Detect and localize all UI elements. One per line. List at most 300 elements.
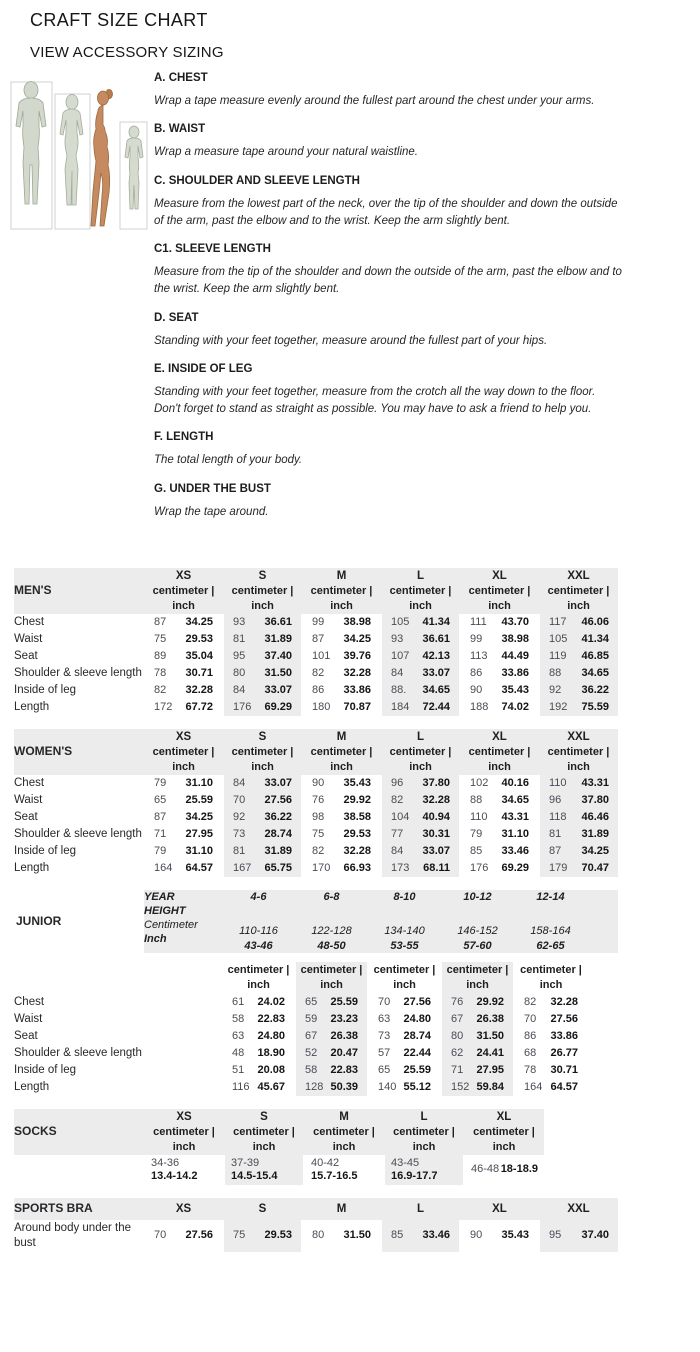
size-value-cell <box>302 775 381 792</box>
size-value-cell <box>144 826 223 843</box>
cm-value: 96 <box>549 793 562 806</box>
cm-value: 84 <box>391 666 404 679</box>
cm-value: 88. <box>391 683 407 696</box>
measurement-heading: C1. SLEEVE LENGTH <box>154 243 271 255</box>
size-value-cell <box>514 1045 587 1062</box>
cm-value: 62 <box>451 1046 464 1059</box>
size-label: XS <box>175 730 192 743</box>
height-inch-range: 62-65 <box>536 939 565 952</box>
measurement-description: Wrap a tape measure evenly around the fullest part around the chest under your arms. <box>154 95 595 107</box>
inch-value: 44.49 <box>501 649 529 662</box>
inch-value: 24.41 <box>476 1046 504 1059</box>
inch-value: 64.57 <box>550 1080 578 1093</box>
cm-value: 80 <box>312 1229 325 1242</box>
size-value-cell <box>295 1079 368 1096</box>
inch-value: 13.4-14.2 <box>151 1169 198 1182</box>
inch-value: 31.50 <box>343 1229 371 1242</box>
inch-value: 27.95 <box>185 827 213 840</box>
age-range: 6-8 <box>323 890 340 903</box>
cm-value: 67 <box>451 1012 464 1025</box>
cm-value: 79 <box>154 844 167 857</box>
unit-label: centimeter | <box>547 584 610 597</box>
cm-value: 67 <box>305 1029 318 1042</box>
inch-value: 33.86 <box>343 683 371 696</box>
inch-value: 33.07 <box>422 666 450 679</box>
row-label: Inside of leg <box>14 682 144 699</box>
cm-value: 57 <box>378 1046 391 1059</box>
unit-label: centimeter | <box>373 963 436 976</box>
size-value-cell <box>223 648 302 665</box>
table-title: SOCKS <box>14 1109 144 1155</box>
unit-header-cell <box>295 962 368 994</box>
cm-value: 90 <box>470 1229 483 1242</box>
height-inch-range: 57-60 <box>463 939 492 952</box>
size-value-cell <box>295 1011 368 1028</box>
cm-value: 63 <box>232 1029 245 1042</box>
size-value-cell <box>222 994 295 1011</box>
cm-value: 99 <box>470 632 483 645</box>
unit-label: centimeter | <box>233 1125 295 1138</box>
inch-value: 34.65 <box>581 666 609 679</box>
size-column-header <box>539 1198 618 1220</box>
cm-value: 85 <box>470 844 483 857</box>
size-value-cell <box>295 1028 368 1045</box>
cm-value: 75 <box>154 632 167 645</box>
cm-value: 80 <box>233 666 246 679</box>
inch-value: 30.71 <box>550 1063 578 1076</box>
inch-value: 37.40 <box>264 649 292 662</box>
size-value-cell <box>514 1011 587 1028</box>
cm-value: 61 <box>232 995 245 1008</box>
junior-size-table <box>14 962 587 1096</box>
measurement-section <box>154 72 622 110</box>
inch-value: 70.47 <box>581 861 609 874</box>
row-label: Waist <box>14 1011 222 1028</box>
size-column-header <box>144 1198 223 1220</box>
inch-value: 43.31 <box>581 776 609 789</box>
junior-age-column <box>514 890 587 953</box>
size-value-cell <box>539 648 618 665</box>
cm-value: 88 <box>470 793 483 806</box>
inch-value: 30.31 <box>422 827 450 840</box>
junior-header-row <box>14 890 587 953</box>
cm-value: 87 <box>154 810 167 823</box>
inch-value: 74.02 <box>501 700 529 713</box>
socks-table-header <box>14 1109 544 1155</box>
size-value-cell <box>381 631 460 648</box>
size-value-cell <box>368 1011 441 1028</box>
cm-value: 105 <box>391 615 410 628</box>
inch-value: 31.50 <box>264 666 292 679</box>
measurement-definitions <box>154 72 622 534</box>
size-label: M <box>336 569 347 582</box>
size-value-cell <box>223 843 302 860</box>
cm-value: 89 <box>154 649 167 662</box>
inch-value: 34.25 <box>343 632 371 645</box>
size-value-cell <box>460 682 539 699</box>
cm-value: 176 <box>233 700 252 713</box>
inch-value: 37.80 <box>422 776 450 789</box>
row-label: Length <box>14 1079 222 1096</box>
inch-value: 75.59 <box>581 700 609 713</box>
unit-label: centimeter | <box>313 1125 375 1138</box>
table-title: WOMEN'S <box>14 729 144 775</box>
inch-value: 34.25 <box>185 810 213 823</box>
size-value-cell <box>539 665 618 682</box>
size-value-cell <box>222 1011 295 1028</box>
unit-label: centimeter | <box>310 745 373 758</box>
inch-value: 35.43 <box>343 776 371 789</box>
inch-value: 32.28 <box>550 995 578 1008</box>
table-row <box>14 614 618 631</box>
cm-value: 117 <box>549 615 567 628</box>
measurement-heading: D. SEAT <box>154 311 199 324</box>
size-value-cell <box>381 1220 460 1252</box>
size-value-cell <box>302 843 381 860</box>
size-value-cell <box>460 809 539 826</box>
size-label: S <box>260 1110 268 1123</box>
size-value-cell <box>223 860 302 877</box>
unit-label: inch <box>172 1140 196 1153</box>
cm-value: 98 <box>312 810 325 823</box>
cm-value: 110 <box>470 810 488 823</box>
row-label: Inside of leg <box>14 1062 222 1079</box>
sports-bra-value-row <box>14 1220 618 1252</box>
inch-value: 40.94 <box>422 810 450 823</box>
table-row <box>14 682 618 699</box>
cm-value: 176 <box>470 861 489 874</box>
measurement-section <box>154 363 622 419</box>
unit-label: inch <box>492 1140 516 1153</box>
inch-value: 67.72 <box>185 700 213 713</box>
body-figures-illustration <box>8 72 152 534</box>
inch-value: 16.9-17.7 <box>391 1169 438 1182</box>
height-label: HEIGHT <box>144 904 186 917</box>
size-value-cell <box>460 665 539 682</box>
inch-value: 35.43 <box>501 1229 529 1242</box>
unit-label: inch <box>172 599 195 612</box>
size-value-cell <box>144 843 223 860</box>
cm-value: 96 <box>391 776 404 789</box>
measurement-section <box>154 243 622 299</box>
inch-value: 43.31 <box>501 810 529 823</box>
year-label: YEAR <box>144 890 175 903</box>
cm-value: 65 <box>378 1063 391 1076</box>
inch-value: 33.86 <box>501 666 529 679</box>
junior-age-column <box>222 890 295 953</box>
unit-label: inch <box>412 1140 436 1153</box>
height-cm-range: 158-164 <box>530 924 571 937</box>
cm-value: 102 <box>470 776 489 789</box>
size-value-cell <box>223 631 302 648</box>
size-label: XXL <box>567 730 590 743</box>
view-accessory-sizing-link[interactable]: VIEW ACCESSORY SIZING <box>30 44 224 61</box>
inch-value: 69.29 <box>501 861 529 874</box>
size-column-header <box>302 729 381 775</box>
size-column-header <box>381 729 460 775</box>
unit-label: inch <box>172 760 195 773</box>
table-row <box>14 1045 587 1062</box>
centimeter-label: Centimeter <box>144 918 198 931</box>
cm-value: 34-36 <box>151 1156 180 1169</box>
body-figures-image <box>8 72 152 242</box>
inch-value: 26.38 <box>330 1029 358 1042</box>
inch-value: 35.43 <box>501 683 529 696</box>
cm-value: 110 <box>549 776 567 789</box>
size-column-header <box>381 568 460 614</box>
inch-value: 36.61 <box>422 632 450 645</box>
height-inch-range: 53-55 <box>390 939 419 952</box>
row-label: Chest <box>14 994 222 1011</box>
inch-value: 34.25 <box>581 844 609 857</box>
cm-value: 51 <box>232 1063 245 1076</box>
inch-value: 65.75 <box>264 861 292 874</box>
year-height-column-header <box>144 890 222 953</box>
row-label: Seat <box>14 809 144 826</box>
size-value-cell <box>460 631 539 648</box>
inch-value: 29.92 <box>343 793 371 806</box>
size-value-cell <box>368 1079 441 1096</box>
inch-value: 20.08 <box>257 1063 285 1076</box>
cm-value: 92 <box>549 683 562 696</box>
woman-figure <box>60 95 83 206</box>
measurement-description: Wrap a measure tape around your natural waistline. <box>154 146 419 159</box>
inch-value: 31.10 <box>185 844 213 857</box>
size-value-cell <box>302 614 381 631</box>
unit-label: inch <box>251 599 274 612</box>
size-value-cell <box>368 994 441 1011</box>
inch-value: 29.53 <box>343 827 371 840</box>
size-value-cell <box>302 826 381 843</box>
size-value-cell <box>144 648 223 665</box>
cm-value: 172 <box>154 700 173 713</box>
measurement-section <box>154 312 622 350</box>
measurement-heading: G. UNDER THE BUST <box>154 482 271 495</box>
inch-value: 32.28 <box>343 844 371 857</box>
inch-value: 34.65 <box>422 683 450 696</box>
cm-value: 75 <box>312 827 325 840</box>
inch-value: 27.56 <box>264 793 292 806</box>
size-tables <box>14 568 700 1252</box>
cm-value: 107 <box>391 649 410 662</box>
unit-label: centimeter | <box>300 963 363 976</box>
unit-label: inch <box>466 978 489 991</box>
cm-value: 119 <box>549 649 567 662</box>
size-value-cell <box>464 1155 544 1185</box>
measurement-heading: E. INSIDE OF LEG <box>154 362 253 375</box>
inch-value: 18-18.9 <box>500 1163 538 1176</box>
cm-value: 116 <box>232 1080 250 1093</box>
inch-value: 29.53 <box>264 1229 292 1242</box>
age-range: 4-6 <box>250 890 267 903</box>
cm-value: 81 <box>233 844 246 857</box>
inch-value: 22.83 <box>330 1063 358 1076</box>
size-value-cell <box>302 792 381 809</box>
cm-value: 85 <box>391 1229 404 1242</box>
size-label: XS <box>175 569 192 582</box>
row-label: Length <box>14 699 144 716</box>
empty-cell <box>14 962 222 994</box>
inch-value: 36.22 <box>581 683 609 696</box>
socks-value-row <box>14 1155 544 1185</box>
sports-bra-size-table <box>14 1198 618 1252</box>
size-value-cell <box>302 631 381 648</box>
cm-value: 79 <box>154 776 167 789</box>
table-row <box>14 1079 587 1096</box>
inch-value: 38.58 <box>343 810 371 823</box>
measurement-section <box>154 175 622 231</box>
size-column-header <box>302 568 381 614</box>
size-value-cell <box>224 1155 304 1185</box>
cm-value: 128 <box>305 1080 324 1093</box>
inch-value: 20.47 <box>330 1046 358 1059</box>
size-value-cell <box>539 699 618 716</box>
inch-value: 38.98 <box>501 632 529 645</box>
inch-value: 41.34 <box>581 632 609 645</box>
cm-value: 180 <box>312 700 331 713</box>
cm-value: 76 <box>312 793 325 806</box>
age-range: 12-14 <box>536 890 565 903</box>
size-value-cell <box>144 809 223 826</box>
womens-table-header <box>14 729 618 775</box>
inch-value: 32.28 <box>185 683 213 696</box>
inch-value: 25.59 <box>185 793 213 806</box>
unit-label: centimeter | <box>520 963 582 976</box>
cm-value: 87 <box>154 615 167 628</box>
inch-value: 29.53 <box>185 632 213 645</box>
inch-value: 68.11 <box>423 861 450 874</box>
cm-value: 80 <box>451 1029 464 1042</box>
size-value-cell <box>295 994 368 1011</box>
age-range: 8-10 <box>393 890 416 903</box>
size-value-cell <box>460 1220 539 1252</box>
unit-label: centimeter | <box>393 1125 455 1138</box>
size-value-cell <box>441 1045 514 1062</box>
size-value-cell <box>144 1220 223 1252</box>
inch-value: 46.85 <box>581 649 609 662</box>
measurement-heading: B. WAIST <box>154 123 206 136</box>
cm-value: 82 <box>154 683 167 696</box>
inch-value: 31.89 <box>264 844 292 857</box>
size-value-cell <box>302 648 381 665</box>
size-label: L <box>416 1202 425 1215</box>
inch-value: 39.76 <box>343 649 371 662</box>
size-value-cell <box>295 1045 368 1062</box>
cm-value: 71 <box>451 1063 464 1076</box>
table-row <box>14 665 618 682</box>
size-value-cell <box>223 1220 302 1252</box>
size-label: XL <box>492 569 507 582</box>
inch-value: 42.13 <box>422 649 450 662</box>
size-value-cell <box>223 699 302 716</box>
cm-value: 58 <box>232 1012 245 1025</box>
row-label: Seat <box>14 1028 222 1045</box>
cm-value: 87 <box>312 632 325 645</box>
row-label: Waist <box>14 631 144 648</box>
inch-value: 37.80 <box>581 793 609 806</box>
unit-label: inch <box>539 978 563 991</box>
cm-value: 93 <box>233 615 246 628</box>
size-column-header <box>539 729 618 775</box>
size-value-cell <box>539 1220 618 1252</box>
junior-table-header <box>14 890 618 953</box>
junior-age-column <box>295 890 368 953</box>
cm-value: 70 <box>378 995 391 1008</box>
size-value-cell <box>304 1155 384 1185</box>
cm-value: 90 <box>312 776 325 789</box>
size-label: XXL <box>567 1202 590 1215</box>
cm-value: 113 <box>470 649 488 662</box>
unit-label: centimeter | <box>547 745 610 758</box>
size-value-cell <box>368 1062 441 1079</box>
inch-value: 37.40 <box>581 1229 609 1242</box>
cm-value: 95 <box>549 1229 562 1242</box>
unit-header-cell <box>222 962 295 994</box>
inch-value: 45.67 <box>257 1080 285 1093</box>
size-value-cell <box>381 665 460 682</box>
inch-label: Inch <box>144 932 167 945</box>
cm-value: 118 <box>549 810 567 823</box>
size-column-header <box>224 1109 304 1155</box>
size-value-cell <box>295 1062 368 1079</box>
cm-value: 76 <box>451 995 464 1008</box>
unit-label: inch <box>332 1140 356 1153</box>
size-value-cell <box>460 843 539 860</box>
womens-table-body <box>14 775 618 877</box>
page-header <box>30 10 700 61</box>
mens-table-header <box>14 568 618 614</box>
cm-value: 70 <box>154 1229 167 1242</box>
age-range: 10-12 <box>463 890 492 903</box>
size-column-header <box>464 1109 544 1155</box>
page-title: CRAFT SIZE CHART <box>30 10 208 30</box>
cm-value: 84 <box>233 683 246 696</box>
size-value-cell <box>144 860 223 877</box>
inch-value: 27.95 <box>476 1063 504 1076</box>
inch-value: 32.28 <box>343 666 371 679</box>
size-value-cell <box>223 775 302 792</box>
inch-value: 35.04 <box>185 649 213 662</box>
size-value-cell <box>441 994 514 1011</box>
row-label: Length <box>14 860 144 877</box>
unit-label: inch <box>488 760 511 773</box>
inch-value: 40.16 <box>501 776 529 789</box>
size-column-header <box>460 568 539 614</box>
unit-label: inch <box>488 599 511 612</box>
cm-value: 84 <box>391 844 404 857</box>
size-value-cell <box>302 860 381 877</box>
cm-value: 86 <box>312 683 325 696</box>
size-value-cell <box>223 809 302 826</box>
inch-value: 32.28 <box>422 793 450 806</box>
unit-label: inch <box>567 599 590 612</box>
size-column-header <box>144 729 223 775</box>
cm-value: 173 <box>391 861 410 874</box>
measurement-section <box>154 123 622 161</box>
womens-size-table <box>14 729 618 877</box>
cm-value: 82 <box>312 666 325 679</box>
cm-value: 70 <box>233 793 246 806</box>
cm-value: 79 <box>470 827 483 840</box>
size-value-cell <box>514 1062 587 1079</box>
table-row <box>14 1062 587 1079</box>
cm-value: 52 <box>305 1046 318 1059</box>
size-label: XL <box>496 1110 512 1123</box>
size-value-cell <box>441 1062 514 1079</box>
height-inch-range: 48-50 <box>317 939 346 952</box>
table-row <box>14 843 618 860</box>
sports-bra-table-header <box>14 1198 618 1220</box>
